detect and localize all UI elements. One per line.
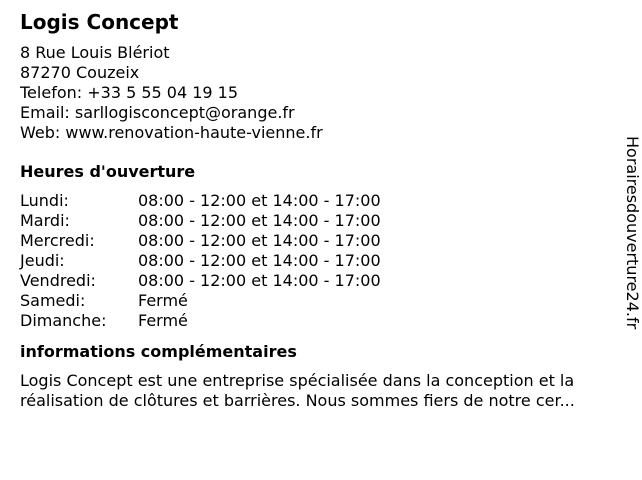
hours-row-mercredi [20,231,620,251]
day-hours: 08:00 - 12:00 et 14:00 - 17:00 [138,191,381,210]
day-label: Jeudi: [20,251,65,270]
hours-row-jeudi [20,251,620,271]
hours-row-samedi [20,291,620,311]
day-hours: Fermé [138,311,188,330]
day-hours: 08:00 - 12:00 et 14:00 - 17:00 [138,271,381,290]
business-name: Logis Concept [20,10,179,34]
hours-row-mardi [20,211,620,231]
day-label: Vendredi: [20,271,96,290]
day-label: Mardi: [20,211,70,230]
day-label: Lundi: [20,191,69,210]
day-label: Dimanche: [20,311,107,330]
hours-row-vendredi [20,271,620,291]
day-label: Samedi: [20,291,86,310]
address-street: 8 Rue Louis Blériot [20,43,170,62]
hours-row-dimanche [20,311,620,331]
day-hours: 08:00 - 12:00 et 14:00 - 17:00 [138,231,381,250]
business-card [20,9,620,411]
day-label: Mercredi: [20,231,95,250]
site-watermark [623,136,641,376]
day-hours: 08:00 - 12:00 et 14:00 - 17:00 [138,251,381,270]
day-hours: Fermé [138,291,188,310]
web-line: Web: www.renovation-haute-vienne.fr [20,123,323,142]
hours-table [20,191,620,331]
address-city: 87270 Couzeix [20,63,140,82]
phone-line: Telefon: +33 5 55 04 19 15 [20,83,239,102]
info-heading: informations complémentaires [20,342,297,361]
day-hours: 08:00 - 12:00 et 14:00 - 17:00 [138,211,381,230]
email-line: Email: sarllogisconcept@orange.fr [20,103,295,122]
hours-row-lundi [20,191,620,211]
hours-heading: Heures d'ouverture [20,162,196,181]
info-description: Logis Concept est une entreprise spécialisée dans la conception et la réalisation de clôtures et barrières. Nous sommes fiers de notre cer... [20,371,575,410]
site-watermark-text: Horairesdouverture24.fr [623,136,642,330]
